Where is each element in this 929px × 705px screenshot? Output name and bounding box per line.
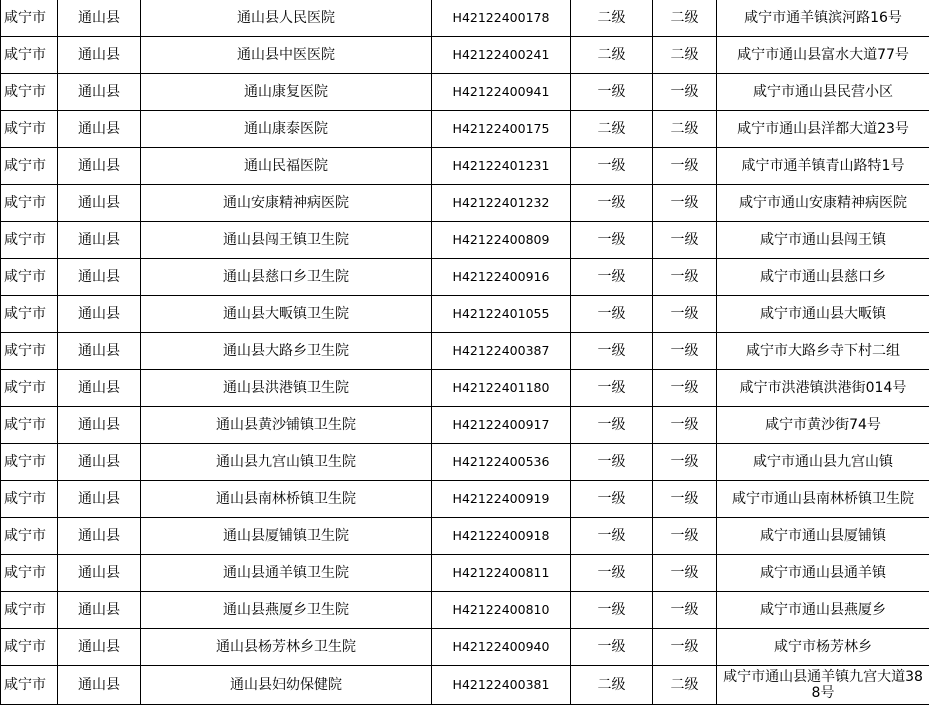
cell-city: 咸宁市 [1, 592, 58, 629]
cell-code: H42122401231 [432, 148, 571, 185]
cell-hospital-name: 通山安康精神病医院 [141, 185, 432, 222]
cell-county: 通山县 [58, 74, 141, 111]
cell-address: 咸宁市通山县洋都大道23号 [717, 111, 929, 148]
cell-level: 一级 [653, 296, 717, 333]
cell-code: H42122400387 [432, 333, 571, 370]
table-row [1, 37, 929, 74]
table-row [1, 296, 929, 333]
cell-level: 一级 [653, 407, 717, 444]
cell-level: 一级 [653, 222, 717, 259]
cell-hospital-name: 通山县中医医院 [141, 37, 432, 74]
cell-county: 通山县 [58, 592, 141, 629]
cell-hospital-name: 通山县大路乡卫生院 [141, 333, 432, 370]
cell-level: 二级 [653, 111, 717, 148]
cell-grade: 一级 [571, 185, 653, 222]
cell-hospital-name: 通山县大畈镇卫生院 [141, 296, 432, 333]
cell-grade: 一级 [571, 370, 653, 407]
cell-grade: 一级 [571, 481, 653, 518]
cell-code: H42122400175 [432, 111, 571, 148]
cell-hospital-name: 通山县妇幼保健院 [141, 666, 432, 705]
table-row [1, 111, 929, 148]
cell-address: 咸宁市通山县闯王镇 [717, 222, 929, 259]
cell-level: 一级 [653, 555, 717, 592]
cell-county: 通山县 [58, 259, 141, 296]
cell-city: 咸宁市 [1, 296, 58, 333]
cell-address: 咸宁市通山县大畈镇 [717, 296, 929, 333]
table-row [1, 407, 929, 444]
cell-level: 二级 [653, 666, 717, 705]
cell-hospital-name: 通山县黄沙铺镇卫生院 [141, 407, 432, 444]
cell-grade: 二级 [571, 666, 653, 705]
cell-city: 咸宁市 [1, 111, 58, 148]
cell-level: 一级 [653, 185, 717, 222]
cell-code: H42122401180 [432, 370, 571, 407]
cell-address: 咸宁市通山县慈口乡 [717, 259, 929, 296]
cell-county: 通山县 [58, 370, 141, 407]
cell-hospital-name: 通山县南林桥镇卫生院 [141, 481, 432, 518]
cell-hospital-name: 通山县九宫山镇卫生院 [141, 444, 432, 481]
cell-level: 一级 [653, 481, 717, 518]
cell-hospital-name: 通山县人民医院 [141, 0, 432, 37]
cell-grade: 一级 [571, 407, 653, 444]
cell-code: H42122400178 [432, 0, 571, 37]
cell-county: 通山县 [58, 407, 141, 444]
cell-address: 咸宁市通羊镇滨河路16号 [717, 0, 929, 37]
cell-address: 咸宁市通羊镇青山路特1号 [717, 148, 929, 185]
cell-city: 咸宁市 [1, 259, 58, 296]
cell-address: 咸宁市大路乡寺下村二组 [717, 333, 929, 370]
cell-address: 咸宁市黄沙街74号 [717, 407, 929, 444]
cell-grade: 一级 [571, 296, 653, 333]
cell-grade: 一级 [571, 555, 653, 592]
cell-level: 二级 [653, 0, 717, 37]
cell-hospital-name: 通山县通羊镇卫生院 [141, 555, 432, 592]
cell-address: 咸宁市通山安康精神病医院 [717, 185, 929, 222]
cell-address: 咸宁市洪港镇洪港街014号 [717, 370, 929, 407]
table-row [1, 666, 929, 705]
cell-grade: 一级 [571, 333, 653, 370]
table-row [1, 259, 929, 296]
table-body [1, 0, 929, 705]
cell-county: 通山县 [58, 296, 141, 333]
cell-code: H42122400536 [432, 444, 571, 481]
cell-level: 一级 [653, 148, 717, 185]
cell-level: 一级 [653, 74, 717, 111]
table-row [1, 370, 929, 407]
cell-level: 一级 [653, 370, 717, 407]
table-row [1, 592, 929, 629]
cell-county: 通山县 [58, 185, 141, 222]
cell-county: 通山县 [58, 555, 141, 592]
cell-county: 通山县 [58, 629, 141, 666]
cell-code: H42122400809 [432, 222, 571, 259]
cell-grade: 二级 [571, 0, 653, 37]
cell-city: 咸宁市 [1, 333, 58, 370]
cell-county: 通山县 [58, 666, 141, 705]
table-row [1, 629, 929, 666]
table-row [1, 222, 929, 259]
table-row [1, 74, 929, 111]
cell-city: 咸宁市 [1, 444, 58, 481]
cell-city: 咸宁市 [1, 407, 58, 444]
cell-hospital-name: 通山康泰医院 [141, 111, 432, 148]
cell-hospital-name: 通山县慈口乡卫生院 [141, 259, 432, 296]
cell-county: 通山县 [58, 37, 141, 74]
cell-code: H42122400917 [432, 407, 571, 444]
cell-level: 二级 [653, 37, 717, 74]
cell-county: 通山县 [58, 481, 141, 518]
cell-code: H42122400940 [432, 629, 571, 666]
cell-code: H42122401055 [432, 296, 571, 333]
cell-grade: 一级 [571, 629, 653, 666]
cell-city: 咸宁市 [1, 0, 58, 37]
table-row [1, 148, 929, 185]
cell-level: 一级 [653, 444, 717, 481]
cell-county: 通山县 [58, 222, 141, 259]
cell-level: 一级 [653, 518, 717, 555]
cell-hospital-name: 通山县杨芳林乡卫生院 [141, 629, 432, 666]
cell-county: 通山县 [58, 148, 141, 185]
cell-city: 咸宁市 [1, 222, 58, 259]
cell-address: 咸宁市通山县富水大道77号 [717, 37, 929, 74]
cell-grade: 一级 [571, 259, 653, 296]
cell-city: 咸宁市 [1, 370, 58, 407]
table-row [1, 185, 929, 222]
cell-address: 咸宁市通山县南林桥镇卫生院 [717, 481, 929, 518]
cell-address: 咸宁市通山县燕厦乡 [717, 592, 929, 629]
table-row [1, 555, 929, 592]
table-row [1, 0, 929, 37]
cell-hospital-name: 通山县闯王镇卫生院 [141, 222, 432, 259]
cell-grade: 一级 [571, 74, 653, 111]
table-row [1, 333, 929, 370]
cell-grade: 一级 [571, 148, 653, 185]
cell-city: 咸宁市 [1, 148, 58, 185]
table-row [1, 444, 929, 481]
cell-level: 一级 [653, 592, 717, 629]
cell-code: H42122400919 [432, 481, 571, 518]
cell-grade: 一级 [571, 222, 653, 259]
cell-city: 咸宁市 [1, 666, 58, 705]
cell-county: 通山县 [58, 518, 141, 555]
cell-code: H42122400810 [432, 592, 571, 629]
cell-level: 一级 [653, 629, 717, 666]
cell-address: 咸宁市通山县九宫山镇 [717, 444, 929, 481]
cell-grade: 一级 [571, 592, 653, 629]
cell-city: 咸宁市 [1, 518, 58, 555]
cell-hospital-name: 通山县厦铺镇卫生院 [141, 518, 432, 555]
cell-code: H42122400381 [432, 666, 571, 705]
cell-code: H42122400916 [432, 259, 571, 296]
cell-county: 通山县 [58, 0, 141, 37]
cell-code: H42122400241 [432, 37, 571, 74]
cell-address: 咸宁市通山县通羊镇九宫大道388号 [717, 666, 929, 705]
cell-address: 咸宁市通山县通羊镇 [717, 555, 929, 592]
cell-grade: 一级 [571, 444, 653, 481]
cell-level: 一级 [653, 333, 717, 370]
cell-city: 咸宁市 [1, 555, 58, 592]
cell-hospital-name: 通山县燕厦乡卫生院 [141, 592, 432, 629]
cell-city: 咸宁市 [1, 481, 58, 518]
cell-level: 一级 [653, 259, 717, 296]
cell-code: H42122400811 [432, 555, 571, 592]
cell-address: 咸宁市杨芳林乡 [717, 629, 929, 666]
cell-hospital-name: 通山民福医院 [141, 148, 432, 185]
cell-code: H42122400918 [432, 518, 571, 555]
table-row [1, 481, 929, 518]
cell-city: 咸宁市 [1, 74, 58, 111]
cell-code: H42122401232 [432, 185, 571, 222]
cell-hospital-name: 通山县洪港镇卫生院 [141, 370, 432, 407]
cell-grade: 二级 [571, 111, 653, 148]
cell-county: 通山县 [58, 444, 141, 481]
table-row [1, 518, 929, 555]
cell-hospital-name: 通山康复医院 [141, 74, 432, 111]
cell-city: 咸宁市 [1, 629, 58, 666]
cell-city: 咸宁市 [1, 37, 58, 74]
cell-address: 咸宁市通山县厦铺镇 [717, 518, 929, 555]
cell-code: H42122400941 [432, 74, 571, 111]
cell-grade: 一级 [571, 518, 653, 555]
cell-address: 咸宁市通山县民营小区 [717, 74, 929, 111]
cell-grade: 二级 [571, 37, 653, 74]
cell-city: 咸宁市 [1, 185, 58, 222]
cell-county: 通山县 [58, 111, 141, 148]
cell-county: 通山县 [58, 333, 141, 370]
